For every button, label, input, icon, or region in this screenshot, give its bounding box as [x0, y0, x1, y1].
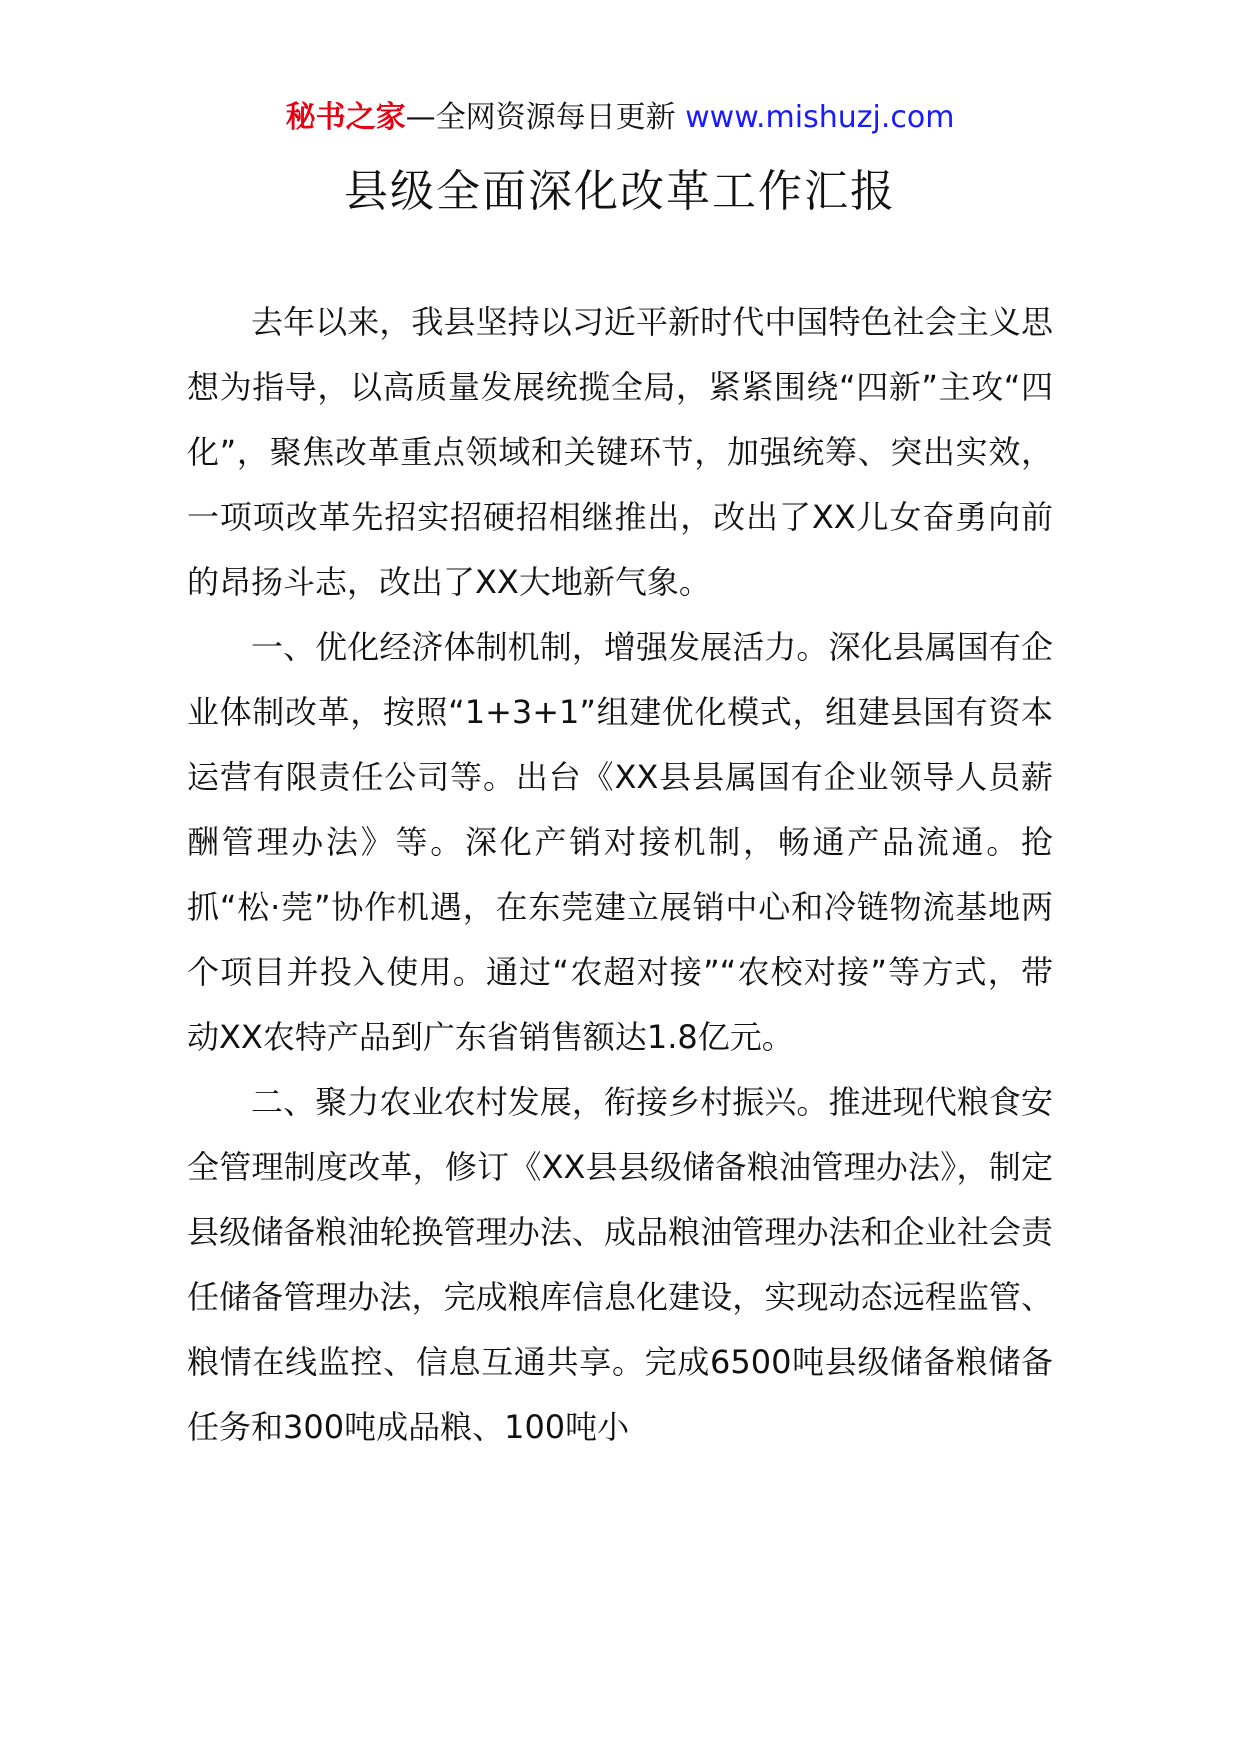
document-title: 县级全面深化改革工作汇报 [344, 166, 896, 217]
header-slogan: —全网资源每日更新 [405, 100, 686, 135]
brand-name: 秘书之家 [285, 100, 406, 135]
paragraph-section-1: 一、优化经济体制机制，增强发展活力。深化县属国有企业体制改革，按照“1+3+1”组建优化模式，组建县国有资本运营有限责任公司等。出台《XX县县属国有企业领导人员薪酬管理办法》等。深化产销对接机制，畅通产品流通。抢抓“松·莞”协作机遇，在东莞建立展销中心和冷链物流基地两个项目并投入使用。通过“农超对接”“农校对接”等方式，带动XX农特产品到广东省销售额达1.8亿元。 [187, 628, 1053, 1056]
site-url[interactable]: www.mishuzj.com [685, 100, 955, 135]
document-body [187, 290, 1053, 1460]
paragraph-intro: 去年以来，我县坚持以习近平新时代中国特色社会主义思想为指导，以高质量发展统揽全局，紧紧围绕“四新”主攻“四化”，聚焦改革重点领域和关键环节，加强统筹、突出实效，一项项改革先招实招硬招相继推出，改出了XX儿女奋勇向前的昂扬斗志，改出了XX大地新气象。 [187, 303, 1053, 601]
paragraph-section-2: 二、聚力农业农村发展，衔接乡村振兴。推进现代粮食安全管理制度改革，修订《XX县县级储备粮油管理办法》，制定县级储备粮油轮换管理办法、成品粮油管理办法和企业社会责任储备管理办法，完成粮库信息化建设，实现动态远程监管、粮情在线监控、信息互通共享。完成6500吨县级储备粮储备任务和300吨成品粮、100吨小 [187, 1083, 1053, 1446]
site-header [0, 98, 1240, 138]
